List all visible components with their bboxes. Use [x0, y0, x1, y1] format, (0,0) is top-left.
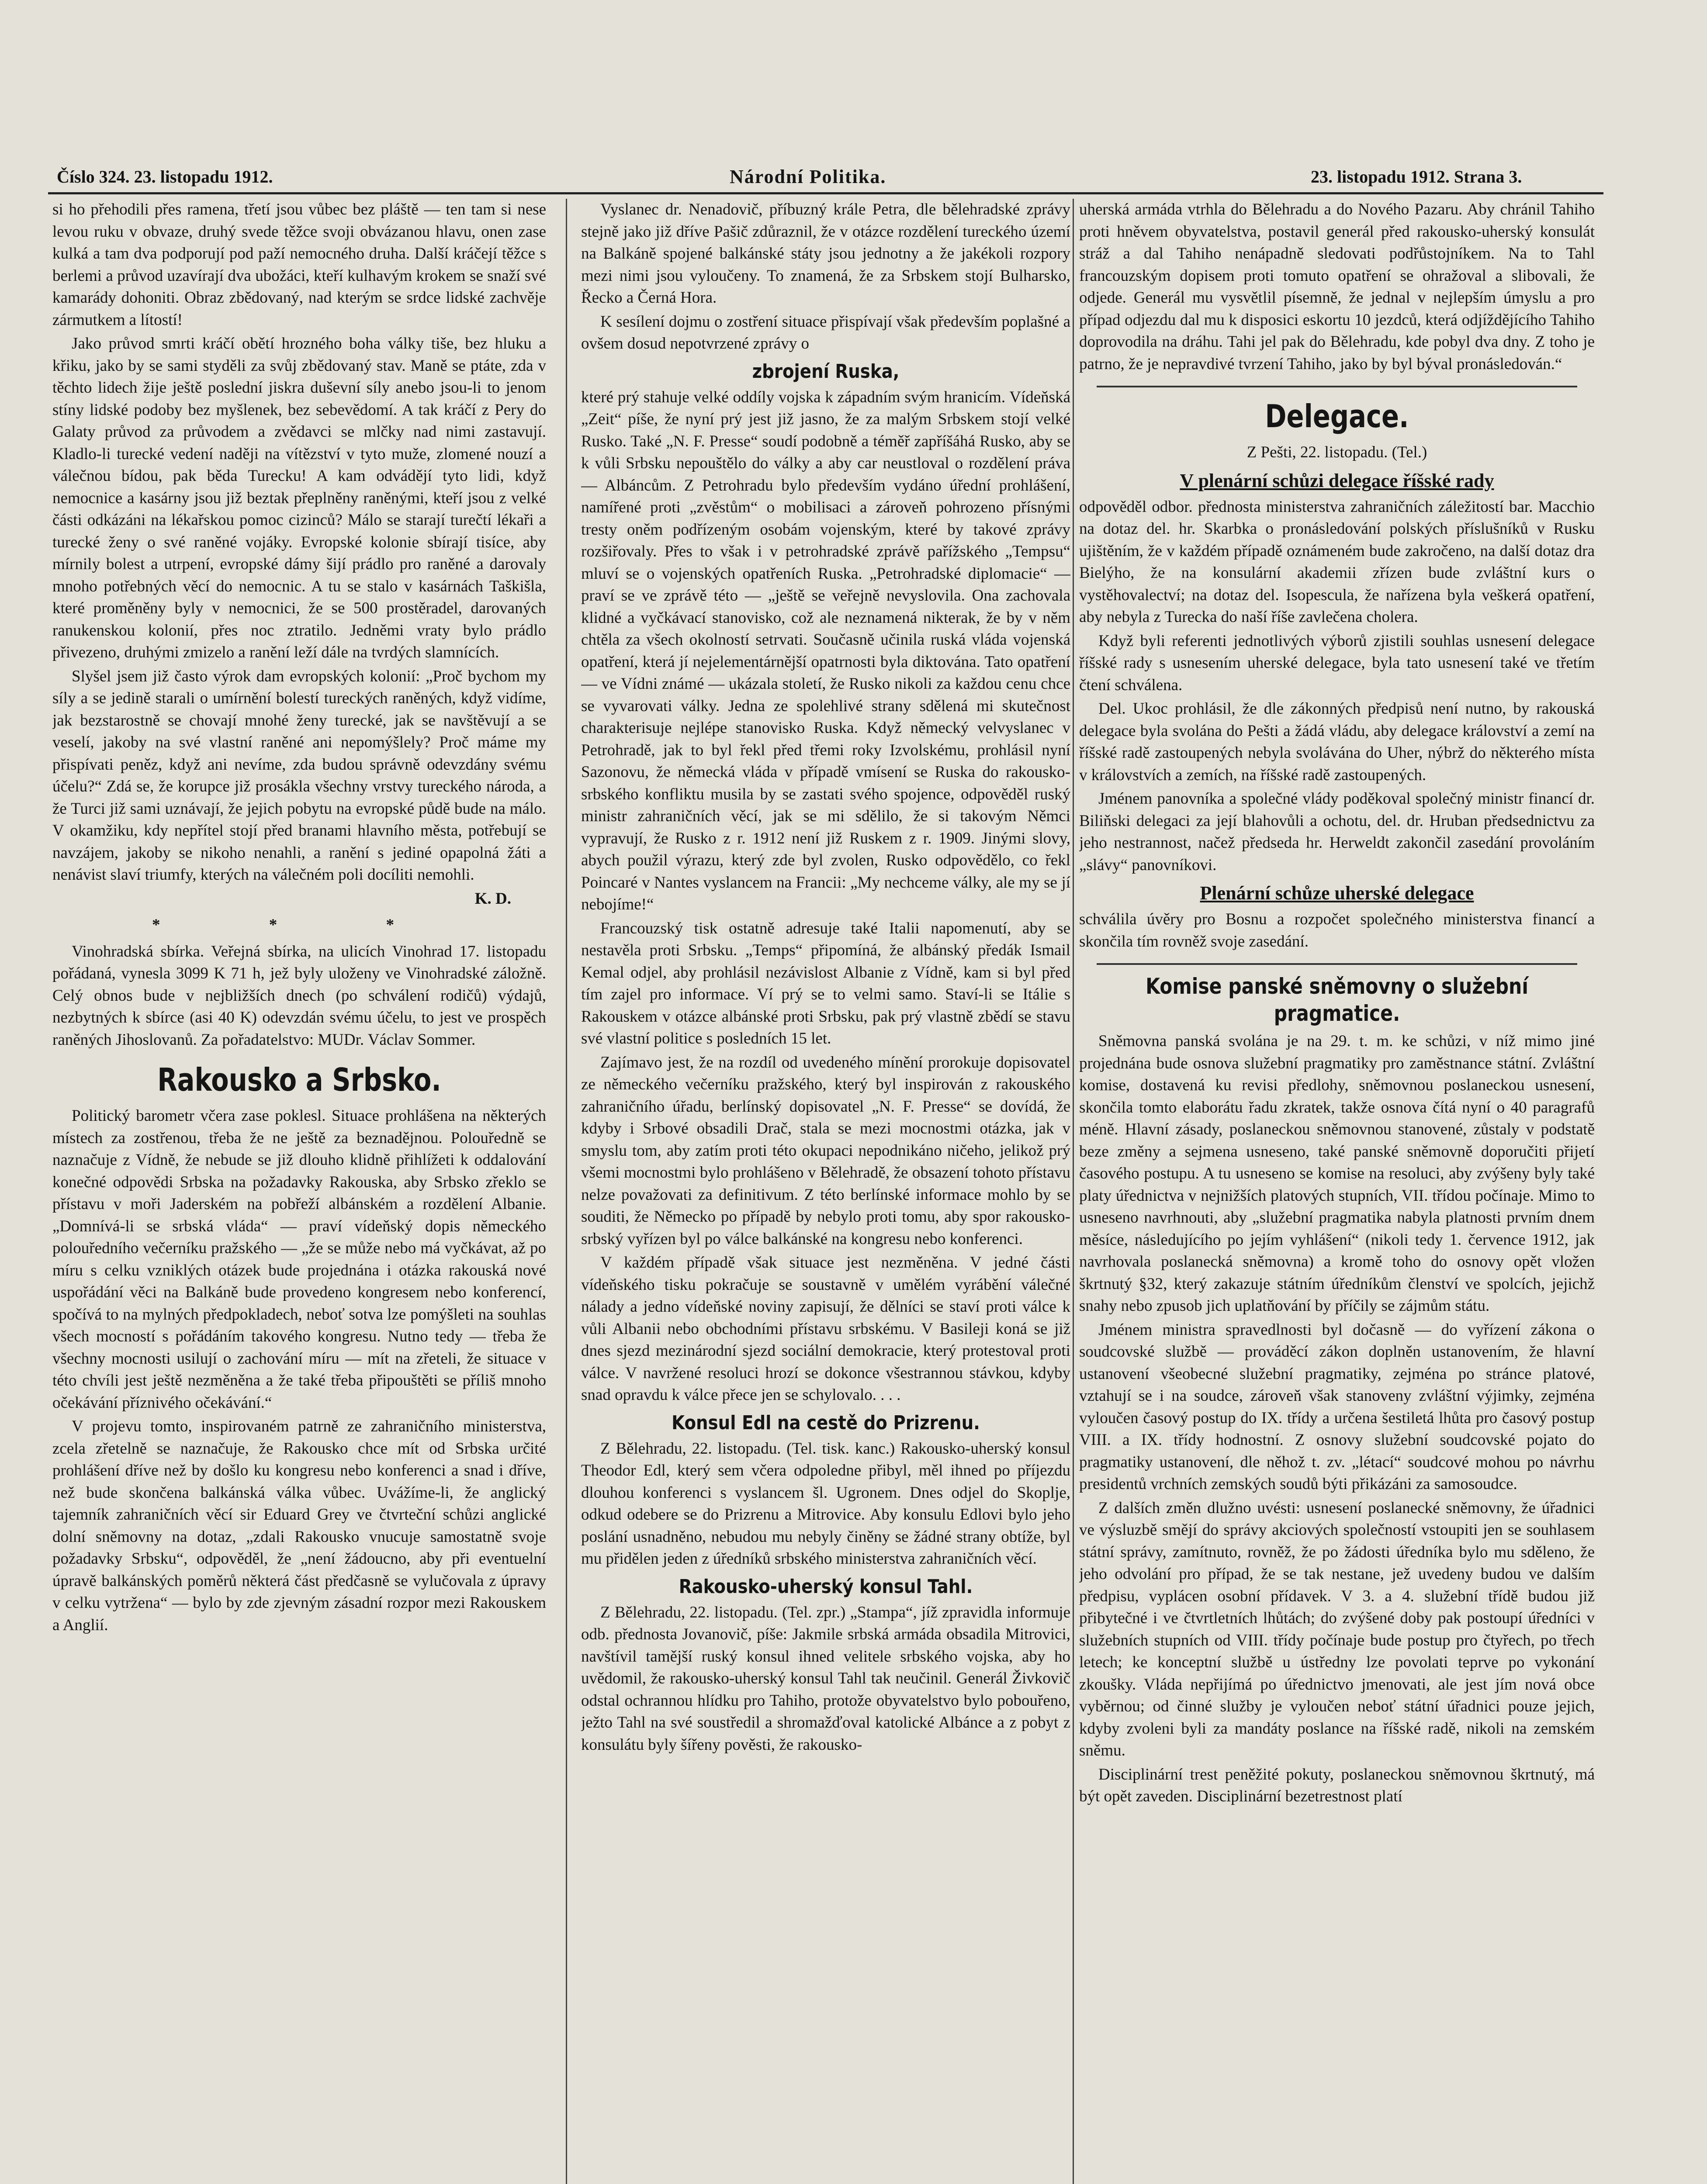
paragraph: V každém případě však situace jest nezměněna. V jedné části vídeňského tisku pokračuje se soustavně v umělém vyrábění válečné nálady a jedno vídeňské noviny zapisují, že dělníci se staví proti válce k vůli Albanii nebo obchodními přístavu srbskému. V Basileji koná se již dnes sjezd mezinárodní sjezd sociální demokracie, který protestoval proti válce. V navržené resoluci hrozí se dokonce všestrannou stávkou, kdyby snad opravdu k válce přece jen se schylovalo. . . . [581, 1254, 1070, 1404]
paragraph: Z Bělehradu, 22. listopadu. (Tel. zpr.) „Stampa“, jíž zpravidla informuje odb. přednosta Jovanovič, píše: Jakmile srbská armáda obsadila Mitrovici, navštívil tamější ruský konsul ihned velitele srbského vojska, aby ho uvědomil, že rakousko-uherský konsul Tahl tak neučinil. Generál Živkovič odstal ochrannou hlídku pro Tahiho, protože obyvatelstvo bylo pobouřeno, ježto Tahl na své soustředil a shromažďoval katolické Albánce a z pobyt z konsulátu byly šířeny pověsti, že rakousko- [581, 1603, 1070, 1754]
paragraph: Vyslanec dr. Nenadovič, příbuzný krále Petra, dle bělehradské zprávy stejně jako již dříve Pašič zdůraznil, že v otázce rozdělení tureckého území na Balkáně spojené balkánské státy jsou jednotny a že jakékoli rozpory mezi nimi jsou vyloučeny. To znamená, že za Srbskem stojí Bulharsko, Řecko a Černá Hora. [581, 200, 1070, 307]
paragraph: Del. Ukoc prohlásil, že dle zákonných předpisů není nutno, by rakouská delegace byla svolána do Pešti a žádá vládu, aby delegace království a zemí na říšské radě zastoupených nebyla svolávána do Uher, nýbrž do některého místa v královstvích a zemích, na říšské radě zastoupených. [1079, 700, 1595, 784]
paragraph: Z dalších změn dlužno uvésti: usnesení poslanecké sněmovny, že úřadnici ve výsluzbě smějí do správy akciových společností vstoupiti jen se souhlasem státní správy, zamítnuto, rovněž, že po žádosti úředníka bylo mu sděleno, že jeho odvolání pro případ, že se tak nestane, jež uvedeny budou ve dalším předpisu, vyplácen osobní přídavek. V 3. a 4. služební třídě budou již přibytečné i ve čtvrtletních lhůtách; do zvýšené doby pak postoupí úředníci v služebních stupních od VIII. třídy počínaje bude postup pro čtyřech, po třech letech; ke konceptní službě u ústředny lze povolati teprve po vykonání zkoušky. Vláda nepřijímá po úřednictvo jmenovati, ale jest jím nová obce vyběrnou; od činné služby je vyloučen neboť státní úřadnici pouze jejich, kdyby zvoleni byli za mandáty poslance na říšské radě, nikoli na zemském sněmu. [1079, 1499, 1595, 1759]
paragraph: Z Bělehradu, 22. listopadu. (Tel. tisk. kanc.) Rakousko-uherský konsul Theodor Edl, který sem včera odpoledne přibyl, měl ihned po příjezdu dlouhou konferenci s vyslancem šl. Ugronem. Dnes odjel do Skoplje, odkud odebere se do Prizrenu a Mitrovice. Aby konsulu Edlovi bylo jeho poslání usnadněno, nebudou mu nebyly činěny se žádné strany obtíže, byl mu přidělen jeden z úředníků srbského ministerstva zahraničních věcí. [581, 1439, 1070, 1568]
article-heading: Rakousko a Srbsko. [157, 1061, 441, 1098]
column-1 [52, 199, 546, 2184]
paragraph: schválila úvěry pro Bosnu a rozpočet společného ministerstva financí a skončila tím rovněž svoje zasedání. [1079, 910, 1595, 950]
paragraph: Zajímavo jest, že na rozdíl od uvedeného mínění prorokuje dopisovatel ze německého večerníku pražského, který byl inspirován z rakouského zahraničního úřadu, berlínský dopisovatel „N. F. Presse“ se dovídá, že kdyby i Srbové obsadili Drač, stala se mezi mocnostmi otázka, jak v smyslu tom, aby zatím proti této okupaci nepodnikáno ničeho, jelikož prý všemi mocnostmi bylo prohlášeno v Bělehradě, že obsazení tohoto přístavu nelze považovati za definitivum. Z této berlínské informace mohlo by se souditi, že Německo po případě by nebylo proti tomu, aby spor rakousko-srbský vyřízen byl po válce balkánské na kongresu nebo konferenci. [581, 1053, 1070, 1248]
paragraph: Jako průvod smrti kráčí obětí hrozného boha války tiše, bez hluku a křiku, jako by se sami styděli za svůj zbědovaný stav. Maně se ptáte, zda v těchto lidech žije ještě poslední jiskra duševní síly anebo jsou-li to jenom stíny lidské podoby bez myšlenek, bez sebevědomí. A tak kráčí z Pery do Galaty průvod za průvodem a zvědavci se mlčky nad nimi zastavují. Kladlo-li turecké vedení naději na vítězství v tyto muže, zlomené nouzí a válečnou bídou, pak běda Turecku! A kam odvádějí tyto lidi, když nemocnice a kasárny jsou již beztak přeplněny raněnými, kteří jsou z velké části odkázáni na lékařskou pomoc cizinců? Málo se starají turečtí lékaři a turecké ženy o své raněné vojáky. Evropské kolonie sbírají tisíce, aby mírnily bolest a utrpení, evropské dámy šijí prádlo pro raněné a darovaly mnoho potřebných věcí do nemocnic. A tu se stalo v kasárnách Taškišla, které proměněny byly v nemocnici, že se 500 prostěradel, darovaných ranukenskou kolonií, přes noc ztratilo. Jedněmi vraty bylo prádlo přivezeno, druhými zmizelo a ranění leží dále na tvrdých slamnících. [52, 335, 546, 661]
paragraph: uherská armáda vtrhla do Bělehradu a do Nového Pazaru. Aby chránil Tahiho proti hněvem obyvatelstva, postavil generál před rakousko-uherský konsulát stráž a dal Tahiho nenápadně sledovati podřůstojníkem. Na to Tahl francouzským dopisem proti tomuto opatření se ohražoval a slibovali, že odjede. Generál mu vysvětlil písemně, že jednal v nejlepším úmyslu a pro případ odjezdu dal mu k disposici eskortu 10 jezdců, která odjíždějícího Tahiho doprovodila na dráhu. Tahi jel pak do Bělehradu, kde pobyl dva dny. Z toho je patrno, že je nepravdivé tvrzení Tahiho, jako by byl býval pronásledován.“ [1079, 200, 1595, 373]
paragraph: si ho přehodili přes ramena, třetí jsou vůbec bez pláště — ten tam si nese levou ruku v obvaze, druhý svede těžce svoji obvázanou hlavu, onen zase kulká a tam dva podporují pod paží nemocného druha. Další kráčejí těžce s berlemi a průvod uzavírají dva ubožáci, kteří kulhavým krokem se snaží své kamarády dohoniti. Obraz zbědovaný, nad kterým se srdce lidské zachvěje zármutkem a lítostí! [52, 200, 546, 329]
paragraph: odpověděl odbor. přednosta ministerstva zahraničních záležitostí bar. Macchio na dotaz del. hr. Skarbka o pronásledování polských příslušníků v Rusku ujištěním, že v každém případě oznámeném bude zakročeno, na další dotaz dra Bielýho, že na konsulární akademii zřízen bude zvláštní kurs o vystěhovalectví; na dotaz del. Isopescula, že nařízena byla veškerá opatření, aby nebyla z Turecka do naší říše zavlečena cholera. [1079, 498, 1595, 626]
paragraph: Francouzský tisk ostatně adresuje také Italii napomenutí, aby se nestavěla proti Srbsku. „Temps“ připomíná, že albánský předák Ismail Kemal odjel, aby prohlásil nezávislost Albanie z Vídně, kam si byl před tím zajel pro informace. Ví prý se to velmi samo. Staví-li se Itálie s Rakouskem v otázce albánské proti Srbsku, pak prý vlastně zbědí se stavu své vlastní politice s posledních 15 let. [581, 919, 1070, 1047]
column-divider-1 [566, 199, 567, 2184]
author-signature: K. D. [474, 889, 511, 908]
section-separator: * * * [152, 916, 447, 934]
paragraph: K sesílení dojmu o zostření situace přispívají však především poplašné a ovšem dosud nepotvrzené zprávy o [581, 312, 1070, 352]
paragraph: Jménem panovníka a společné vlády poděkoval společný ministr financí dr. Biliňski delegaci za její blahovůli a ochotu, del. dr. Hruban předsednictvu za jeho nestrannost, načež předseda hr. Herweldt zakončil zasedání provoláním „slávy“ panovníkovi. [1079, 790, 1595, 874]
subheading: Rakousko-uherský konsul Tahl. [679, 1575, 973, 1598]
column-2 [581, 199, 1070, 2184]
subheading: Plenární schůze uherské delegace [1200, 882, 1474, 904]
paragraph: Jménem ministra spravedlnosti byl dočasně — do vyřízení zákona o soudcovské službě — prováděcí zákon doplněn ustanovením, že hlavní ustanovení všeobecné služební pragmatiky, zejména po stránce platové, vztahují se i na soudce, zároveň však stanoveny zvláštní výjimky, zejména vyloučen časový postup do IX. třídy a určena šestiletá lhůta pro časový postup VIII. a IX. třídy hodnostní. Z osnovy služební soudcovské pojato do pragmatiky ustanovení, dle něhož t. zv. „létací“ soudcové mohou po návrhu presidentů vrchních zemských soudů býti přikázáni za samosoudce. [1079, 1320, 1595, 1493]
paragraph: které prý stahuje velké oddíly vojska k západním svým hranicím. Vídeňská „Zeit“ píše, že nyní prý jest již jasno, že za malým Srbskem stojí velké Rusko. Také „N. F. Presse“ soudí podobně a téměř zapříšáhá Rusko, aby se k vůli Srbsku nepouštělo do války a aby car neustloval o rozdělení práva — Albáncům. Z Petrohradu bylo především vydáno úřední prohlášení, namířené proti „zvěstům“ o mobilisaci a zároveň pohrozeno přísnými tresty oněm podřízeným osobám vojenským, které by takové zprávy rozšiřovaly. Přes to však i v petrohradské zprávě pařížského „Tempsu“ mluví se o vojenských opatřeních Ruska. „Petrohradské diplomacie“ — praví se ve zprávě této — „ještě se veřejně nevyslovila. Ona zachovala klidné a vyčkávací stanovisko, což ale neznamená nikterak, že by v něm chtěla za všech okolností setrvati. Současně učinila ruská vláda vojenská opatření, která jí nejelementárnější opatrnosti byla diktována. Tato opatření — ve Vídni známé — ukázala století, že Rusko nikoli za každou cenu chce se vyvarovati války. Jedna ze spolehlivé strany sdělená mi skutečnost charakterisuje nejlépe stanovisko Ruska. Když německý velvyslanec v Petrohradě, jak to byl řekl před třemi roky Izvolskému, prohlásil nyní Sazonovu, že německá vláda v případě vmísení se Ruska do rakousko-srbského konfliktu musila by se zastati svého spojence, odpověděl ruský ministr zahraničních věcí, jak se mi sdělilo, že si takovým Němci vypravují, že Rusko z r. 1912 není již Ruskem z r. 1909. Jinými slovy, abych použil výrazu, který zde byl zvolen, Rusko odpovědělo, co řekl Poincaré v Nantes vyslancem na Francii: „My nechceme války, ale my se jí nebojíme!“ [581, 388, 1070, 913]
paragraph: Disciplinární trest peněžité pokuty, poslaneckou sněmovnou škrtnutý, má být opět zaveden. Disciplinární bezetrestnost platí [1079, 1765, 1595, 1805]
paragraph: V projevu tomto, inspirovaném patrně ze zahraničního ministerstva, zcela zřetelně se naznačuje, že Rakousko chce mít od Srbska určité prohlášení dříve než by došlo ku kongresu nebo konferenci a snad i dříve, než bude skončena balkánská válka vůbec. Uvážíme-li, že anglický tajemník zahraničních věcí sir Eduard Grey ve čtvrteční schůzi anglické dolní sněmovny na dotaz, „zdali Rakousko vnucuje samostatně svoje požadavky Srbsku“, odpověděl, že „není žádoucno, aby při eventuelní úpravě balkánských poměrů některá část předčasně se vylučovala z úpravy v celku vytržena“ — bylo by zde zjevným zásadní rozpor mezi Rakouskem a Anglií. [52, 1417, 546, 1634]
paragraph: Když byli referenti jednotlivých výborů zjistili souhlas usnesení delegace říšské rady s usnesením uherské delegace, byla tato usnesení také ve třetím čtení schválena. [1079, 632, 1595, 694]
subheading: V plenární schůzi delegace říšské rady [1180, 470, 1494, 491]
section-rule [1097, 386, 1577, 387]
header-issue: Číslo 324. 23. listopadu 1912. [57, 167, 273, 187]
subheading: zbrojení Ruska, [752, 360, 900, 383]
section-rule [1097, 963, 1577, 965]
column-3 [1079, 199, 1595, 2184]
page-header [48, 162, 1603, 194]
article-heading: Komise panské sněmovny o služební pragmatice. [1146, 974, 1528, 1026]
paragraph: Politický barometr včera zase poklesl. Situace prohlášena na některých místech za zostřenou, třeba že ne ještě za beznadějnou. Polouředně se naznačuje z Vídně, že nebude se již dlouho klidně přihlížeti k oddalování konečné odpovědi Srbska na požadavky Rakouska, aby Srbsko zřeklo se přístavu v moři Jaderském na pobřeží albánském a rozdělení Albanie. „Domnívá-li se srbská vláda“ — praví vídeňský dopis německého polouředního večerníku pražského — „že se může nebo má vyčkávat, až po míru s celku vzniklých otázek bude projednána i otázka rakouská nové uspořádání věci na Balkáně bude provedeno kongresem nebo konferencí, spočívá to na mylných předpokladech, neboť sotva lze pomýšleti na souhlas všech mocností s pořádáním takového kongresu. Nutno tedy — třeba že všechny mocnosti usilují o zachování míru — mít na zřeteli, že situace v této chvíli jest ještě nezměněna a že také třeba připouštěti se příliš mnoho očekávání příznivého očekávání.“ [52, 1107, 546, 1412]
subheading: Konsul Edl na cestě do Prizrenu. [672, 1411, 980, 1434]
dateline: Z Pešti, 22. listopadu. (Tel.) [1246, 443, 1427, 461]
paragraph: Slyšel jsem již často výrok dam evropských kolonií: „Proč bychom my síly a se jedině starali o umírnění bolestí tureckých raněných, když vidíme, jak bezstarostně se chovají mnohé ženy turecké, jak se navštěvují a se veselí, jakoby na své vlastní raněné ani nepomýšlely? Proč máme my přispívati peněz, když ani nevíme, zda budou správně odevzdány svému účelu?“ Zdá se, že korupce již prosákla všechny vrstvy tureckého národa, a že Turci již sami uznávají, že jejich pobytu na evropské půdě bude na málo. V okamžiku, kdy nepřítel stojí před branami hlavního města, potřebují se navzájem, jakoby se nikoho nenahli, a ranění s jediné opapolná žáti a nenávist slaví triumfy, kterých na válečném poli docíliti nemohli. [52, 667, 546, 884]
masthead: Národní Politika. [730, 166, 886, 187]
paragraph: Vinohradská sbírka. Veřejná sbírka, na ulicích Vinohrad 17. listopadu pořádaná, vynesla 3099 K 71 h, jež byly uloženy ve Vinohradské záložně. Celý obnos bude v nejbližších dnech (po schválení rodičů) výdajů, nezbytných k sbírce (asi 40 K) odevzdán svému účelu, to jest ve prospěch raněných Jihoslovanů. Za pořadatelstvo: MUDr. Václav Sommer. [52, 942, 546, 1049]
column-divider-2 [1073, 199, 1074, 2184]
article-heading: Delegace. [1265, 398, 1409, 435]
header-date-page: 23. listopadu 1912. Strana 3. [1311, 167, 1522, 187]
paragraph: Sněmovna panská svolána je na 29. t. m. ke schůzi, v níž mimo jiné projednána bude osnova služební pragmatiky pro zaměstnance státní. Zvláštní komise, dostavená ku revisi předlohy, sněmovnou poslaneckou usnesení, skončila tomto elaborátu řadu zkratek, takže osnova čítá nyní o 40 paragrafů méně. Hlavní zásady, poslaneckou sněmovnou stanovené, zůstaly v podstatě beze změny a sejmena usneseno, také panské sněmovně doporučiti přijetí časového postupu. A tu usneseno se komise na resoluci, aby zvýšeny byly také platy úřednictva v nejnižších platových stupních, VII. třídou počínaje. Mimo to usneseno navrhnouti, aby „služební pragmatika nabyla platnosti prvním dnem měsíce, následujícího po jejím vyhlášení“ (nikoli tedy 1. července 1912, jak navrhovala poslanecká sněmovna) a kromě toho do osnovy opět vložen škrtnutý §32, který zakazuje státním úředníkům členství ve spolcích, jejichž snahy nebo zpusob jich uplatňování by příčily se zájmům státu. [1079, 1032, 1595, 1315]
